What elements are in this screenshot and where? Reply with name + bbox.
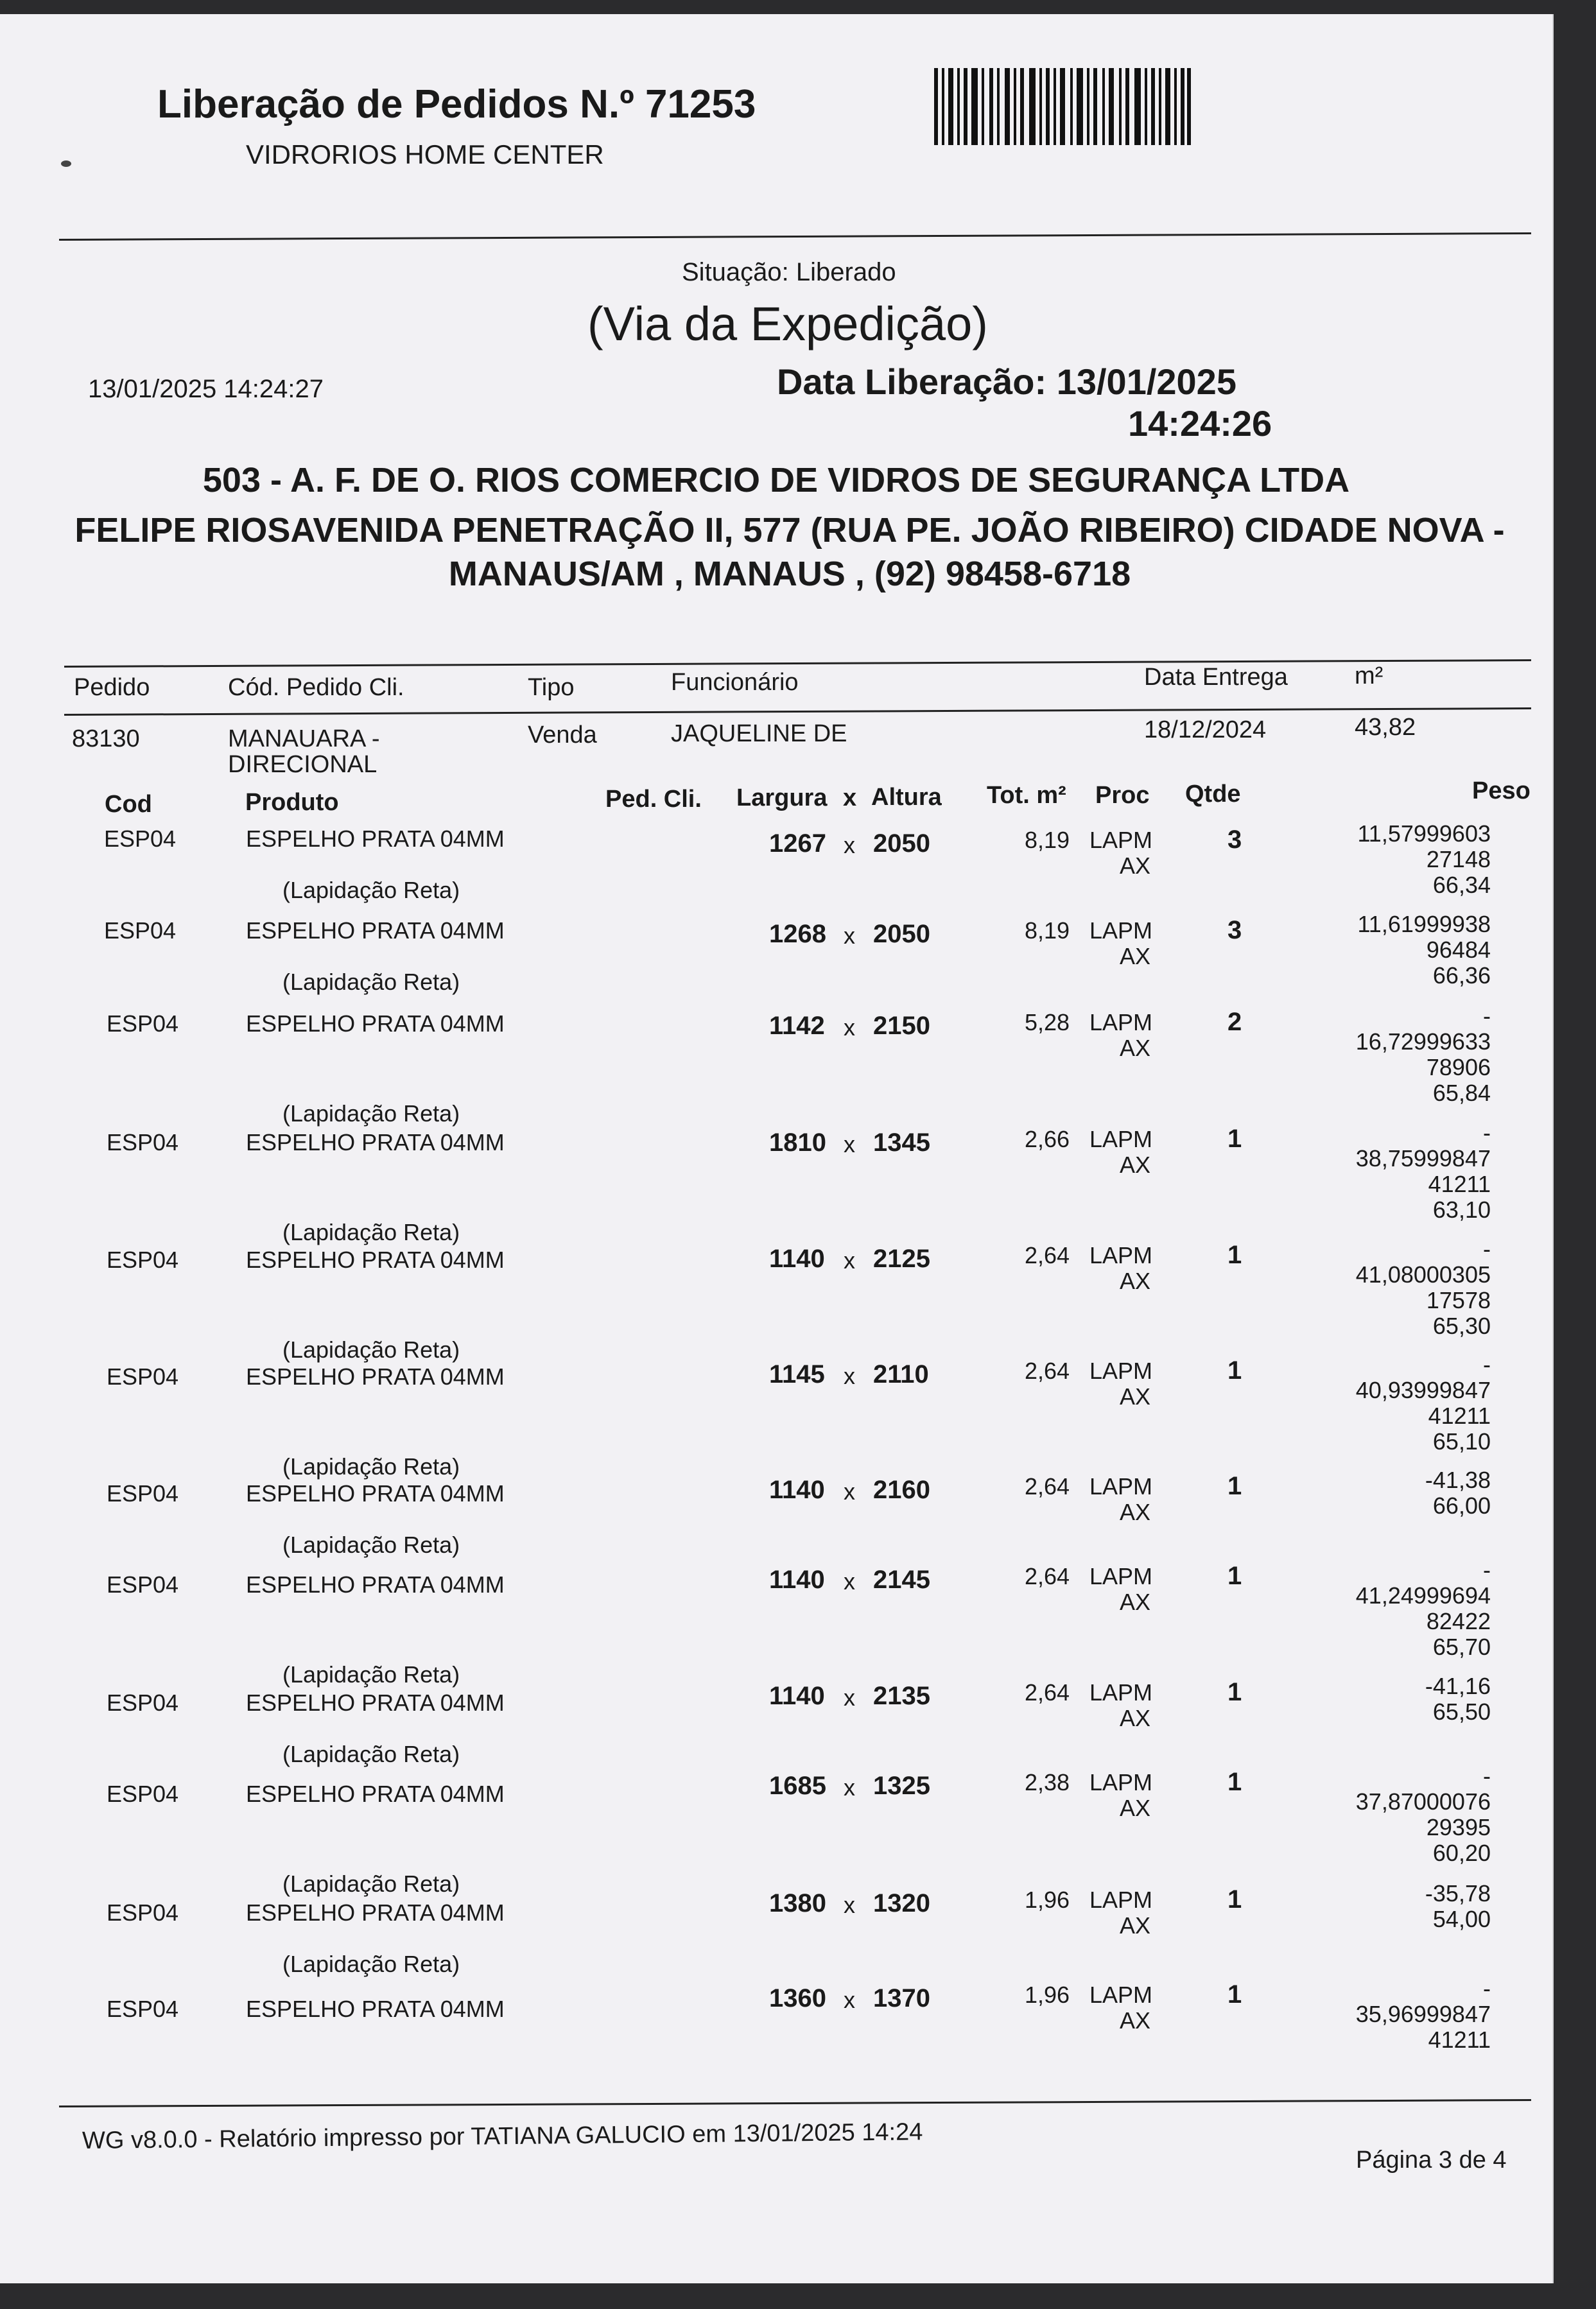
item-altura: 1320 — [873, 1889, 930, 1917]
item-largura: 1140 — [769, 1682, 825, 1710]
item-peso-line: 35,96999847 — [1355, 2001, 1491, 2027]
item-tot-m2: 2,38 — [1025, 1769, 1070, 1795]
item-qtde: 3 — [1227, 826, 1242, 854]
item-peso-line: 41,24999694 — [1355, 1582, 1491, 1609]
item-cod: ESP04 — [104, 917, 177, 944]
item-peso-line: 65,30 — [1432, 1313, 1491, 1339]
item-tot-m2: 2,66 — [1025, 1126, 1070, 1152]
item-peso-line: 40,93999847 — [1355, 1377, 1491, 1403]
item-cod: ESP04 — [107, 1571, 179, 1598]
col-pedido: Pedido — [74, 674, 150, 701]
item-proc: LAPM — [1089, 1126, 1153, 1152]
col-funcionario: Funcionário — [671, 669, 799, 696]
item-lapidacao: (Lapidação Reta) — [282, 1532, 460, 1558]
item-lapidacao: (Lapidação Reta) — [282, 1219, 460, 1245]
item-peso-line: 66,36 — [1432, 962, 1491, 989]
item-cod: ESP04 — [107, 1129, 179, 1155]
item-x: x — [844, 1014, 855, 1041]
item-proc-suffix: AX — [1120, 1912, 1151, 1939]
item-peso-line: 41,08000305 — [1355, 1261, 1491, 1288]
item-largura: 1685 — [769, 1772, 826, 1800]
col-qtde: Qtde — [1185, 781, 1241, 808]
item-qtde: 1 — [1227, 1562, 1242, 1590]
item-peso-line: -41,16 — [1425, 1673, 1491, 1699]
item-qtde: 1 — [1227, 1980, 1242, 2009]
item-lapidacao: (Lapidação Reta) — [282, 877, 460, 903]
item-x: x — [844, 1247, 855, 1274]
item-proc-suffix: AX — [1120, 1499, 1151, 1525]
item-peso-line: 38,75999847 — [1355, 1145, 1491, 1172]
item-x: x — [844, 1774, 855, 1801]
col-data-entrega: Data Entrega — [1144, 664, 1288, 691]
release-date: Data Liberação: 13/01/2025 — [777, 361, 1236, 402]
item-x: x — [844, 1684, 855, 1711]
footer-printed-by: WG v8.0.0 - Relatório impresso por TATIANA GALUCIO em 13/01/2025 14:24 — [82, 2118, 923, 2154]
release-time: 14:24:26 — [1128, 403, 1272, 444]
copy-type-label: (Via da Expedição) — [587, 297, 988, 350]
item-peso-line: -41,38 — [1425, 1467, 1491, 1493]
item-tot-m2: 5,28 — [1025, 1009, 1070, 1035]
item-cod: ESP04 — [104, 826, 177, 852]
item-x: x — [844, 1478, 855, 1505]
item-proc-suffix: AX — [1120, 1035, 1151, 1061]
item-tot-m2: 1,96 — [1025, 1982, 1070, 2008]
item-peso-line: 96484 — [1426, 937, 1491, 963]
item-peso-line: 54,00 — [1432, 1906, 1491, 1932]
header-divider — [59, 232, 1531, 241]
col-m2: m² — [1355, 662, 1383, 689]
item-lapidacao: (Lapidação Reta) — [282, 1336, 460, 1363]
item-peso-line: 66,34 — [1432, 872, 1491, 898]
item-x: x — [844, 1131, 855, 1157]
item-proc: LAPM — [1089, 1473, 1153, 1500]
item-produto: ESPELHO PRATA 04MM — [246, 1571, 505, 1598]
item-lapidacao: (Lapidação Reta) — [282, 1100, 460, 1127]
item-peso-line: 60,20 — [1432, 1840, 1491, 1866]
item-proc: LAPM — [1089, 917, 1153, 944]
order-cod-pedido-cli-2: DIRECIONAL — [228, 751, 377, 778]
item-tot-m2: 2,64 — [1025, 1563, 1070, 1589]
item-peso-line: 11,57999603 — [1357, 820, 1491, 847]
item-peso-line: -35,78 — [1425, 1880, 1491, 1907]
item-x: x — [844, 1987, 855, 2013]
item-largura: 1140 — [769, 1245, 825, 1273]
item-peso-line: 78906 — [1426, 1054, 1491, 1080]
item-tot-m2: 8,19 — [1025, 827, 1070, 853]
item-proc: LAPM — [1089, 1679, 1153, 1706]
item-largura: 1145 — [769, 1360, 825, 1388]
item-peso-line: 65,70 — [1432, 1634, 1491, 1660]
item-peso-line: - — [1483, 1351, 1491, 1378]
item-produto: ESPELHO PRATA 04MM — [246, 1010, 505, 1037]
item-altura: 1370 — [873, 1984, 930, 2012]
item-proc-suffix: AX — [1120, 1383, 1151, 1410]
item-tot-m2: 2,64 — [1025, 1473, 1070, 1500]
item-tot-m2: 8,19 — [1025, 917, 1070, 944]
item-altura: 1345 — [873, 1129, 930, 1157]
item-qtde: 1 — [1227, 1885, 1242, 1914]
item-x: x — [844, 922, 855, 949]
item-qtde: 1 — [1227, 1472, 1242, 1500]
order-funcionario: JAQUELINE DE — [671, 720, 847, 747]
item-peso-line: 41211 — [1428, 2027, 1491, 2053]
item-largura: 1140 — [769, 1566, 825, 1594]
item-lapidacao: (Lapidação Reta) — [282, 1741, 460, 1767]
col-proc: Proc — [1095, 782, 1150, 809]
item-cod: ESP04 — [107, 1363, 179, 1390]
col-produto: Produto — [245, 789, 339, 816]
item-lapidacao: (Lapidação Reta) — [282, 1871, 460, 1897]
item-peso-line: 41211 — [1428, 1403, 1491, 1429]
item-altura: 2125 — [873, 1245, 930, 1273]
item-tot-m2: 2,64 — [1025, 1242, 1070, 1268]
item-proc-suffix: AX — [1120, 2007, 1151, 2034]
page-number: Página 3 de 4 — [1356, 2147, 1507, 2174]
item-proc: LAPM — [1089, 1769, 1153, 1795]
item-peso-line: 65,10 — [1432, 1428, 1491, 1455]
item-peso-line: - — [1483, 1763, 1491, 1789]
item-cod: ESP04 — [107, 1010, 179, 1037]
item-altura: 2050 — [873, 920, 930, 948]
item-proc: LAPM — [1089, 1242, 1153, 1268]
col-tipo: Tipo — [528, 674, 575, 701]
item-cod: ESP04 — [107, 1996, 179, 2022]
col-largura: Largura — [736, 784, 828, 811]
col-altura: Altura — [871, 784, 942, 811]
item-proc: LAPM — [1089, 1982, 1153, 2008]
item-peso-line: 37,87000076 — [1355, 1788, 1491, 1815]
item-produto: ESPELHO PRATA 04MM — [246, 1129, 505, 1155]
item-peso-line: 66,00 — [1432, 1492, 1491, 1519]
item-peso-line: 41211 — [1428, 1171, 1491, 1197]
item-cod: ESP04 — [107, 1781, 179, 1807]
item-produto: ESPELHO PRATA 04MM — [246, 1781, 505, 1807]
item-produto: ESPELHO PRATA 04MM — [246, 1247, 505, 1273]
item-proc: LAPM — [1089, 1009, 1153, 1035]
item-peso-line: 65,50 — [1432, 1699, 1491, 1725]
item-peso-line: - — [1483, 1236, 1491, 1262]
order-header-top-divider — [64, 659, 1531, 668]
item-produto: ESPELHO PRATA 04MM — [246, 1480, 505, 1507]
item-cod: ESP04 — [107, 1480, 179, 1507]
item-x: x — [844, 1568, 855, 1595]
item-qtde: 1 — [1227, 1241, 1242, 1269]
item-peso-line: - — [1483, 1557, 1491, 1583]
item-largura: 1142 — [769, 1012, 825, 1040]
item-proc: LAPM — [1089, 1358, 1153, 1384]
item-produto: ESPELHO PRATA 04MM — [246, 826, 505, 852]
item-tot-m2: 2,64 — [1025, 1679, 1070, 1706]
item-qtde: 1 — [1227, 1768, 1242, 1796]
item-proc-suffix: AX — [1120, 1795, 1151, 1821]
item-peso-line: 17578 — [1426, 1287, 1491, 1313]
item-proc: LAPM — [1089, 827, 1153, 853]
page-title: Liberação de Pedidos N.º 71253 — [157, 82, 756, 126]
status-label: Situação: Liberado — [682, 258, 896, 286]
item-qtde: 2 — [1227, 1008, 1242, 1036]
item-produto: ESPELHO PRATA 04MM — [246, 1690, 505, 1716]
item-proc-suffix: AX — [1120, 852, 1151, 879]
item-lapidacao: (Lapidação Reta) — [282, 1951, 460, 1977]
item-proc: LAPM — [1089, 1887, 1153, 1913]
item-largura: 1360 — [769, 1984, 826, 2012]
item-tot-m2: 2,64 — [1025, 1358, 1070, 1384]
item-cod: ESP04 — [107, 1690, 179, 1716]
item-lapidacao: (Lapidação Reta) — [282, 1661, 460, 1688]
company-name: VIDRORIOS HOME CENTER — [246, 139, 604, 169]
customer-name: 503 - A. F. DE O. RIOS COMERCIO DE VIDROS DE SEGURANÇA LTDA — [202, 461, 1350, 499]
item-produto: ESPELHO PRATA 04MM — [246, 917, 505, 944]
item-peso-line: 27148 — [1426, 846, 1491, 872]
item-proc-suffix: AX — [1120, 1268, 1151, 1294]
item-altura: 2110 — [873, 1360, 929, 1388]
footer-divider — [59, 2099, 1531, 2107]
item-proc: LAPM — [1089, 1563, 1153, 1589]
print-datetime: 13/01/2025 14:24:27 — [88, 375, 324, 403]
item-cod: ESP04 — [107, 1247, 179, 1273]
item-peso-line: 65,84 — [1432, 1080, 1491, 1106]
item-altura: 2145 — [873, 1566, 930, 1594]
col-ped-cli: Ped. Cli. — [605, 786, 702, 813]
item-largura: 1267 — [769, 829, 826, 858]
item-lapidacao: (Lapidação Reta) — [282, 969, 460, 995]
item-tot-m2: 1,96 — [1025, 1887, 1070, 1913]
scan-speck — [61, 160, 71, 167]
order-header-bottom-divider — [64, 707, 1531, 716]
item-peso-line: 16,72999633 — [1355, 1028, 1491, 1055]
item-altura: 2150 — [873, 1012, 930, 1040]
item-altura: 2160 — [873, 1476, 930, 1504]
item-qtde: 3 — [1227, 916, 1242, 944]
item-qtde: 1 — [1227, 1678, 1242, 1706]
item-largura: 1810 — [769, 1129, 826, 1157]
document-page — [0, 14, 1554, 2283]
col-x: x — [843, 784, 857, 811]
item-altura: 2050 — [873, 829, 930, 858]
item-largura: 1140 — [769, 1476, 825, 1504]
item-proc-suffix: AX — [1120, 1705, 1151, 1731]
item-lapidacao: (Lapidação Reta) — [282, 1453, 460, 1480]
item-peso-line: 63,10 — [1432, 1197, 1491, 1223]
item-altura: 2135 — [873, 1682, 930, 1710]
item-altura: 1325 — [873, 1772, 930, 1800]
item-x: x — [844, 832, 855, 858]
item-largura: 1268 — [769, 920, 826, 948]
item-qtde: 1 — [1227, 1125, 1242, 1153]
item-produto: ESPELHO PRATA 04MM — [246, 1899, 505, 1926]
col-peso: Peso — [1472, 777, 1531, 804]
item-x: x — [844, 1363, 855, 1389]
customer-address: FELIPE RIOSAVENIDA PENETRAÇÃO II, 577 (RUA PE. JOÃO RIBEIRO) CIDADE NOVA - MANAUS/AM , MANAUS , (92) 98458-6718 — [74, 511, 1505, 593]
item-proc-suffix: AX — [1120, 943, 1151, 969]
col-tot-m2: Tot. m² — [987, 782, 1066, 809]
order-m2: 43,82 — [1355, 714, 1416, 741]
order-pedido: 83130 — [72, 725, 140, 752]
col-cod: Cod — [105, 791, 152, 818]
item-produto: ESPELHO PRATA 04MM — [246, 1996, 505, 2022]
item-qtde: 1 — [1227, 1356, 1242, 1385]
item-peso-line: 29395 — [1426, 1814, 1491, 1840]
order-tipo: Venda — [528, 722, 597, 748]
barcode-icon — [934, 68, 1191, 145]
item-peso-line: 82422 — [1426, 1608, 1491, 1634]
item-cod: ESP04 — [107, 1899, 179, 1926]
item-peso-line: - — [1483, 1003, 1491, 1029]
order-data-entrega: 18/12/2024 — [1144, 716, 1267, 743]
item-proc-suffix: AX — [1120, 1589, 1151, 1615]
item-peso-line: 11,61999938 — [1357, 911, 1491, 937]
col-cod-pedido-cli: Cód. Pedido Cli. — [228, 674, 404, 701]
item-peso-line: - — [1483, 1120, 1491, 1146]
order-cod-pedido-cli-1: MANAUARA - — [228, 725, 380, 752]
item-x: x — [844, 1892, 855, 1918]
item-produto: ESPELHO PRATA 04MM — [246, 1363, 505, 1390]
item-proc-suffix: AX — [1120, 1152, 1151, 1178]
item-largura: 1380 — [769, 1889, 826, 1917]
item-peso-line: - — [1483, 1975, 1491, 2002]
